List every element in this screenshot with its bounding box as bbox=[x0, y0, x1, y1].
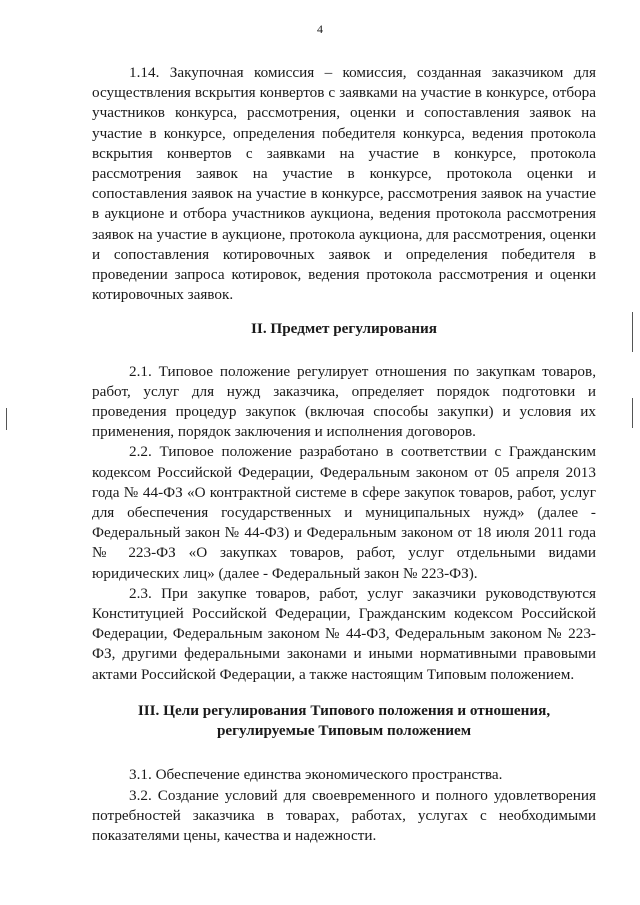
page-content bbox=[92, 63, 596, 846]
paragraph-2-3: 2.3. При закупке товаров, работ, услуг заказчики руководствуются Конституцией Российской Федерации, Гражданским кодексом Российской Федерации, Федеральным законом № 44-ФЗ, Федеральным законом № 223-ФЗ, другими федеральными законами и иными нормативными правовыми актами Российской Федерации, а также настоящим Типовым положением. bbox=[92, 584, 596, 683]
paragraph-1-14: 1.14. Закупочная комиссия – комиссия, созданная заказчиком для осуществления вскрытия конвертов с заявками на участие в конкурсе, отбора участников конкурса, рассмотрения, оценки и сопоставления заявок на участие в конкурсе, определения победителя конкурса, ведения протокола вскрытия конвертов с заявками на участие в конкурсе, протокола рассмотрения заявок на участие в конкурсе, протокола оценки и сопоставления заявок на участие в конкурсе, рассмотрения заявок на участие в аукционе и отбора участников аукциона, ведения протокола рассмотрения заявок на участие в аукционе, протокола аукциона, для рассмотрения, оценки и сопоставления котировочных заявок и определения победителя в проведении запроса котировок, ведения протокола рассмотрения и оценки котировочных заявок. bbox=[92, 64, 596, 304]
scan-edge-mark-left bbox=[6, 408, 7, 430]
section-heading-3-line1: III. Цели регулирования Типового положения и отношения, bbox=[137, 701, 551, 719]
paragraph-3-1: 3.1. Обеспечение единства экономического пространства. bbox=[129, 766, 503, 784]
scan-edge-mark-right-lower bbox=[632, 398, 633, 428]
scan-edge-mark-right-upper bbox=[632, 312, 633, 352]
section-heading-3 bbox=[92, 701, 596, 741]
page-number: 4 bbox=[317, 22, 323, 36]
section-heading-3-line2: регулируемые Типовым положением bbox=[216, 722, 472, 740]
paragraph-2-1: 2.1. Типовое положение регулирует отношения по закупкам товаров, работ, услуг для нужд заказчика, определяет порядок подготовки и проведения процедур закупок (включая способы закупки) и условия их применения, порядок заключения и исполнения договоров. bbox=[92, 362, 596, 441]
section-heading-2: II. Предмет регулирования bbox=[251, 320, 437, 338]
paragraph-2-2: 2.2. Типовое положение разработано в соответствии с Гражданским кодексом Российской Федерации, Федеральным законом от 05 апреля 2013 года № 44-ФЗ «О контрактной системе в сфере закупок товаров, работ, услуг для обеспечения государственных и муниципальных нужд» (далее - Федеральный закон № 44-ФЗ) и Федеральным законом от 18 июля 2011 года № 223-ФЗ «О закупках товаров, работ, услуг отдельными видами юридических лиц» (далее - Федеральный закон № 223-ФЗ). bbox=[92, 443, 596, 582]
paragraph-3-2: 3.2. Создание условий для своевременного и полного удовлетворения потребностей заказчика в товарах, работах, услугах с необходимыми показателями цены, качества и надежности. bbox=[92, 786, 596, 844]
